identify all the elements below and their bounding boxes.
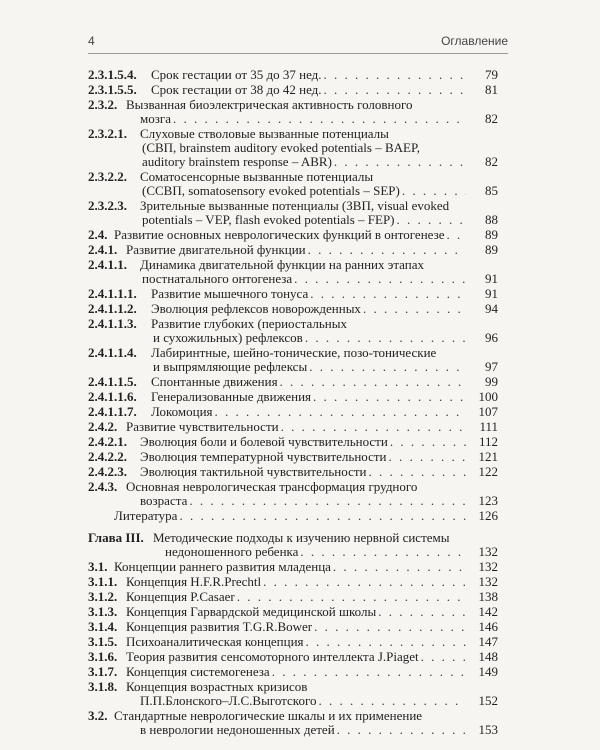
dot-leader [300,545,466,559]
dot-leader [390,435,466,449]
toc-entry-number: 3.1.2. [88,589,118,604]
toc-entry-title-line: Эволюция температурной чувствительности [140,449,387,464]
toc-entry-number: 3.1.1. [88,574,118,589]
toc-entry-title [140,127,468,169]
toc-entry-number: 2.4.1.1.5. [88,374,137,389]
toc-page-number: 132 [478,559,498,574]
toc-page-number: 88 [485,212,498,227]
toc-entry-title [126,480,468,508]
dot-leader [263,575,466,589]
toc-page-number: 94 [485,301,498,316]
toc-entry-title [140,170,468,198]
toc-page-number: 82 [485,154,498,169]
toc-entry-number: 2.3.1.5.4. [88,67,137,82]
toc-entry-title [153,531,468,559]
toc-entry-title [126,590,468,604]
dot-leader [272,665,466,679]
toc-entry-title-line: и сухожильных) рефлексов [153,330,303,345]
toc-entry-title-line: Соматосенсорные вызванные потенциалы [140,169,374,184]
toc-entry-number: 2.4.1. [88,242,118,257]
dot-leader [189,494,466,508]
toc-entry-title [140,435,468,449]
dot-leader [305,331,466,345]
toc-entry-title [114,560,468,574]
toc-page-number: 91 [485,286,498,301]
toc-entry-title-line: Развитие глубоких (периостальных [151,316,347,331]
toc-entry-title-line: возраста [140,493,188,508]
toc-entry-title [151,375,468,389]
toc-entry-number: 3.1.3. [88,604,118,619]
toc-entry-title-line: potentials – VEP, flash evoked potentials – FEP) [142,212,395,227]
toc-page-number: 138 [478,589,498,604]
dot-leader [281,420,466,434]
toc-entry-title-line: постнатального онтогенеза [142,271,293,286]
toc-page-number: 89 [485,242,498,257]
toc-entry-title [126,635,468,649]
toc-entry-title [151,287,468,301]
toc-page-number: 91 [485,271,498,286]
dot-leader [173,112,466,126]
toc-entry-title-line: Концепция P.Casaer [126,589,235,604]
toc-entry-number: 2.3.2.3. [88,198,127,213]
toc-page-number: 132 [478,574,498,589]
toc-entry-number: 2.4.1.1. [88,257,127,272]
toc-entry-number: 3.1.5. [88,634,118,649]
toc-entry-number: 2.4.1.1.4. [88,345,137,360]
dot-leader [314,620,466,634]
toc-entry-title-line: Стандартные неврологические шкалы и их применение [114,708,423,723]
toc-entry-title-line: Локомоция [151,404,213,419]
dot-leader [333,560,466,574]
toc-entry-title [140,258,468,286]
toc-entry-title-line: Срок гестации от 38 до 42 нед. [151,82,322,97]
toc-entry-number: 2.3.2. [88,97,118,112]
dot-leader [313,390,466,404]
toc-page-number: 111 [479,419,498,434]
toc-entry-title-line: Теория развития сенсомоторного интеллекта J.Piaget [126,649,419,664]
toc-entry-number: 2.4.2.1. [88,434,127,449]
toc-entry-title [140,199,468,227]
toc-page-number: 146 [478,619,498,634]
dot-leader [294,272,466,286]
toc-entry-title-line: Психоаналитическая концепция [126,634,304,649]
toc-entry-title-line: Вызванная биоэлектрическая активность головного [126,97,413,112]
toc-page-number: 149 [478,664,498,679]
toc-entry-title-line: Методические подходы к изучению нервной системы [153,530,450,545]
toc-entry-title [126,680,468,708]
toc-entry-number: 2.4.2. [88,419,118,434]
toc-entry-title [151,390,468,404]
dot-leader [397,213,466,227]
dot-leader [306,635,466,649]
toc-entry-title [126,243,468,257]
toc-entry-title-line: Зрительные вызванные потенциалы (ЗВП, visual evoked [140,198,450,213]
dot-leader [334,155,466,169]
dot-leader [215,405,466,419]
toc-entry-title-line: Основная неврологическая трансформация грудного [126,479,418,494]
toc-page-number: 81 [485,82,498,97]
toc-entry-title-line: Лабиринтные, шейно-тонические, позо-тонические [151,345,437,360]
toc-entry-number: 3.1.8. [88,679,118,694]
toc-page-number: 79 [485,67,498,82]
toc-entry-number: 2.4.1.1.3. [88,316,137,331]
toc-entry-title [151,68,468,82]
toc-entry-title-line: Развитие чувствительности [126,419,279,434]
toc-entry-title [126,620,468,634]
toc-page-number: 96 [485,330,498,345]
toc-page-number: 99 [485,374,498,389]
toc-entry-title-line: Развитие основных неврологических функций в онтогенезе [114,227,445,242]
toc-entry-title-line: Эволюция боли и болевой чувствительности [140,434,388,449]
toc-entry-title [140,450,468,464]
toc-page-number: 100 [478,389,498,404]
toc-entry-title-line: Динамика двигательной функции на ранних этапах [140,257,424,272]
dot-leader [446,228,466,242]
toc-entry-title-line: Концепция Гарвардской медицинской школы [126,604,377,619]
toc-page-number: 142 [478,604,498,619]
toc-entry-number: 2.4.2.2. [88,449,127,464]
toc-entry-number: 2.4.1.1.6. [88,389,137,404]
toc-page-number: 148 [478,649,498,664]
toc-entry-title [126,605,468,619]
toc-entry-title [126,650,468,664]
toc-page-number: 112 [478,434,498,449]
toc-entry-title-line: П.П.Блонского–Л.С.Выготского [140,693,317,708]
dot-leader [363,302,466,316]
toc-entry-title-line: недоношенного ребенка [165,544,299,559]
dot-leader [318,694,466,708]
dot-leader [421,650,466,664]
toc-entry-title-line: Эволюция рефлексов новорожденных [151,301,361,316]
toc-entry-title-line: и выпрямляющие рефлексы [153,359,308,374]
toc-entry-title [151,83,468,97]
toc-entry-number: 3.1.6. [88,649,118,664]
page-number: 4 [88,34,95,48]
toc-entry-title-line: Слуховые стволовые вызванные потенциалы [140,126,389,141]
toc-page-number: 85 [485,183,498,198]
toc-entry-title [151,317,468,345]
toc-entry-title [151,346,468,374]
toc-entry-title [114,709,468,737]
dot-leader [324,68,466,82]
running-head-section: Оглавление [441,34,508,48]
dot-leader [402,184,466,198]
toc-entry-number: 2.4.1.1.1. [88,286,137,301]
dot-leader [310,287,466,301]
dot-leader [309,360,466,374]
toc-entry-title-line: Концепция системогенеза [126,664,270,679]
toc-page-number: 89 [485,227,498,242]
toc-page-number: 122 [478,464,498,479]
toc-entry-title-line: Концепции раннего развития младенца [114,559,331,574]
dot-leader [237,590,466,604]
toc-entry-title-line: Развитие двигательной функции [126,242,306,257]
toc-entry-title-line: (СВП, brainstem auditory evoked potentials – BAEP, [142,140,421,155]
toc-entry-title-line: Концепция возрастных кризисов [126,679,308,694]
toc-entry-title-line: (ССВП, somatosensory evoked potentials – SEP) [142,183,400,198]
toc-entry-title [126,420,468,434]
toc-entry-number: 2.3.2.1. [88,126,127,141]
toc-entry-title [151,302,468,316]
toc-entry-title-line: Литература [114,508,178,523]
toc-entry-title [114,228,468,242]
toc-entry-title-line: auditory brainstem response – ABR) [142,154,332,169]
toc-entry-number: Глава III. [88,530,144,545]
toc-page-number: 121 [478,449,498,464]
toc-page-number: 123 [478,493,498,508]
toc-entry-title-line: Срок гестации от 35 до 37 нед. [151,67,322,82]
toc-entry-number: 3.2. [88,708,108,723]
toc-page-number: 82 [485,111,498,126]
toc-entry-title-line: мозга [140,111,171,126]
dot-leader [308,243,466,257]
toc-entry-title-line: Эволюция тактильной чувствительности [140,464,367,479]
toc-entry-title-line: в неврологии недоношенных детей [140,722,335,737]
toc-entry-number: 2.3.2.2. [88,169,127,184]
toc-entry-number: 2.4. [88,227,108,242]
dot-leader [324,83,466,97]
toc-page-number: 126 [478,508,498,523]
dot-leader [378,605,466,619]
toc-entry-number: 3.1. [88,559,108,574]
toc-page-number: 97 [485,359,498,374]
toc-entry-title [151,405,468,419]
toc-entry-number: 2.4.3. [88,479,118,494]
toc-entry-title-line: Концепция H.F.R.Prechtl [126,574,262,589]
toc-page-number: 107 [478,404,498,419]
toc-entry-number: 3.1.4. [88,619,118,634]
toc-entry-number: 3.1.7. [88,664,118,679]
toc-entry-title [126,665,468,679]
toc-page-number: 153 [478,722,498,737]
toc-entry-title [114,509,468,523]
toc-entry-number: 2.4.2.3. [88,464,127,479]
dot-leader [368,465,466,479]
dot-leader [389,450,466,464]
toc-entry-title-line: Развитие мышечного тонуса [151,286,309,301]
toc-entry-title-line: Концепция развития T.G.R.Bower [126,619,313,634]
dot-leader [179,509,466,523]
toc-entry-number: 2.3.1.5.5. [88,82,137,97]
toc-entry-title [126,98,468,126]
toc-entry-number: 2.4.1.1.7. [88,404,137,419]
toc-page-number: 147 [478,634,498,649]
toc-entry-number: 2.4.1.1.2. [88,301,137,316]
toc-entry-title [126,575,468,589]
toc-entry-title-line: Спонтанные движения [151,374,278,389]
header-rule [88,53,508,54]
dot-leader [337,723,466,737]
toc-page-number: 152 [478,693,498,708]
toc-entry-title [140,465,468,479]
dot-leader [280,375,466,389]
toc-entry-title-line: Генерализованные движения [151,389,311,404]
toc-page-number: 132 [478,544,498,559]
